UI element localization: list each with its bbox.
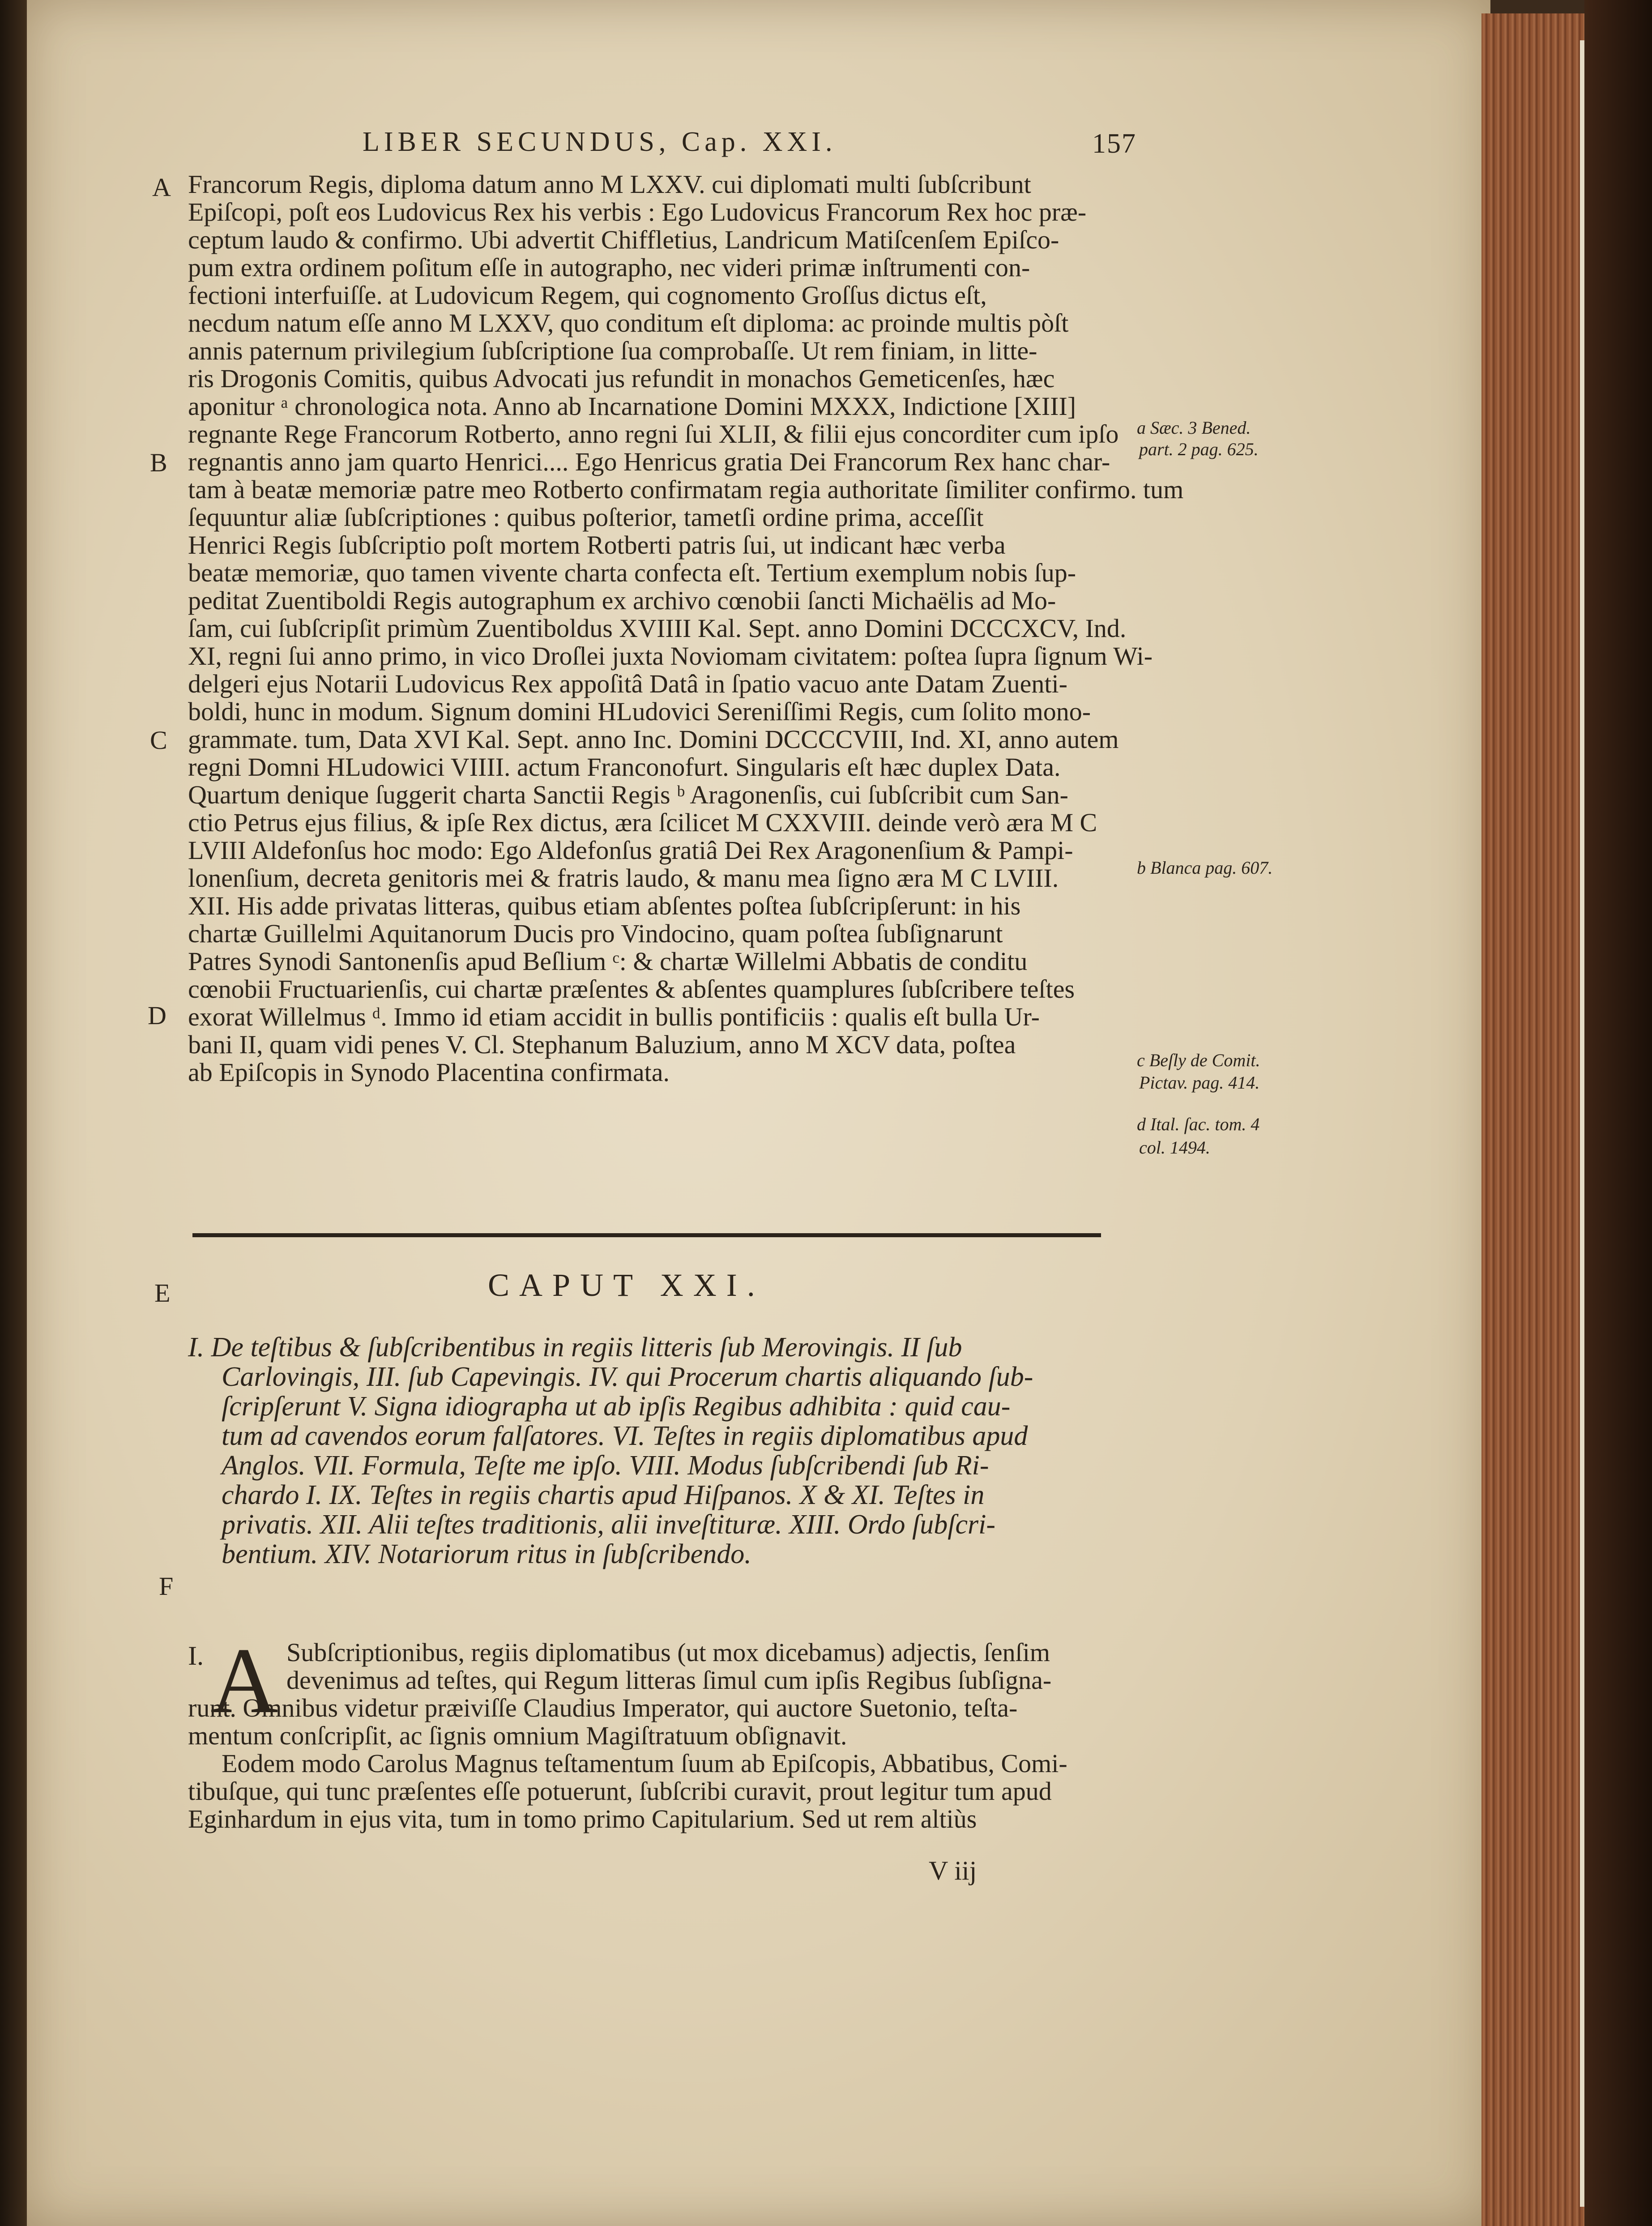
summary-line: Anglos. VII. Formula, Teſte me ipſo. VIII. Modus ſubſcribendi ſub Ri- (222, 1450, 989, 1481)
body-text-line: Epiſcopi, poſt eos Ludovicus Rex his verbis : Ego Ludovicus Francorum Rex hoc præ- (188, 197, 1087, 226)
book-cover-edge (1584, 0, 1652, 2226)
summary-line: Carlovingis, III. ſub Capevingis. IV. qui Procerum chartis aliquando ſub- (222, 1362, 1033, 1392)
body-text-line: ctio Petrus ejus filius, & ipſe Rex dictus, æra ſcilicet M CXXVIII. deinde verò æra M C (188, 808, 1097, 837)
section-text-line: runt. Omnibus videtur præiviſſe Claudius Imperator, qui auctore Suetonio, teſta- (188, 1693, 1018, 1722)
body-text-line: ceptum laudo & confirmo. Ubi advertit Chiffletius, Landricum Matiſcenſem Epiſco- (188, 225, 1059, 254)
body-text-line: regnante Rege Francorum Rotberto, anno regni ſui XLII, & filii ejus concorditer cum ipſo (188, 419, 1119, 449)
margin-letter-a: A (152, 173, 171, 202)
running-title: LIBER SECUNDUS, Cap. XXI. (363, 127, 837, 157)
body-text-line: Quartum denique ſuggerit charta Sanctii Regis ᵇ Aragonenſis, cui ſubſcribit cum San- (188, 780, 1068, 809)
body-text-line: delgeri ejus Notarii Ludovicus Rex appoſitâ Datâ in ſpatio vacuo ante Datam Zuenti- (188, 669, 1067, 698)
chapter-title: CAPUT XXI. (488, 1267, 765, 1303)
margin-letter-e: E (154, 1278, 171, 1307)
body-text-line: ſam, cui ſubſcripſit primùm Zuentiboldus XVIIII Kal. Sept. anno Domini DCCCXCV, Ind. (188, 614, 1127, 643)
body-text-line: chartæ Guillelmi Aquitanorum Ducis pro Vindocino, quam poſtea ſubſignarunt (188, 919, 1003, 948)
body-text-line: ab Epiſcopis in Synodo Placentina confirmata. (188, 1058, 670, 1087)
margin-note: Pictav. pag. 414. (1139, 1072, 1260, 1093)
body-text-line: ſequuntur aliæ ſubſcriptiones : quibus poſterior, tametſi ordine prima, acceſſit (188, 503, 984, 532)
section-text-line: Eginhardum in ejus vita, tum in tomo primo Capitularium. Sed ut rem altiùs (188, 1804, 977, 1833)
body-text-line: pum extra ordinem poſitum eſſe in autographo, nec videri primæ inſtrumenti con- (188, 253, 1030, 282)
body-text-line: necdum natum eſſe anno M LXXV, quo conditum eſt diploma: ac proinde multis pòſt (188, 308, 1069, 338)
margin-note: a Sæc. 3 Bened. (1137, 418, 1251, 438)
signature-mark: V iij (929, 1856, 977, 1885)
body-text-line: lonenſium, decreta genitoris mei & fratris laudo, & manu mea ſigno æra M C LVIII. (188, 863, 1059, 893)
margin-note: c Beſly de Comit. (1137, 1050, 1260, 1070)
section-text-line: mentum conſcripſit, ac ſignis omnium Magiſtratuum obſignavit. (188, 1721, 847, 1750)
margin-letter-f: F (159, 1572, 174, 1601)
margin-letter-d: D (148, 1001, 166, 1030)
section-text-line: Subſcriptionibus, regiis diplomatibus (ut mox dicebamus) adjectis, ſenſim (286, 1638, 1050, 1667)
summary-line: chardo I. IX. Teſtes in regiis chartis apud Hiſpanos. X & XI. Teſtes in (222, 1480, 985, 1510)
section-number: I. (188, 1641, 204, 1671)
margin-note: part. 2 pag. 625. (1139, 439, 1259, 459)
body-text-line: beatæ memoriæ, quo tamen vivente charta confecta eſt. Tertium exemplum nobis ſup- (188, 558, 1076, 587)
margin-note: d Ital. ſac. tom. 4 (1137, 1114, 1260, 1134)
summary-line: bentium. XIV. Notariorum ritus in ſubſcribendo. (222, 1539, 751, 1569)
summary-line: I. De teſtibus & ſubſcribentibus in regiis litteris ſub Merovingis. II ſub (188, 1332, 962, 1363)
body-text-line: Francorum Regis, diploma datum anno M LXXV. cui diplomati multi ſubſcribunt (188, 170, 1031, 199)
body-text-line: exorat Willelmus ᵈ. Immo id etiam accidit in bullis pontificiis : qualis eſt bulla Ur- (188, 1002, 1040, 1031)
body-text-line: regnantis anno jam quarto Henrici.... Ego Henricus gratia Dei Francorum Rex hanc char- (188, 447, 1110, 476)
body-text-line: ris Drogonis Comitis, quibus Advocati jus refundit in monachos Gemeticenſes, hæc (188, 364, 1055, 393)
margin-note: col. 1494. (1139, 1137, 1210, 1158)
body-text-line: aponitur ᵃ chronologica nota. Anno ab Incarnatione Domini MXXX, Indictione [XIII] (188, 392, 1076, 421)
summary-line: tum ad cavendos eorum falſatores. VI. Teſtes in regiis diplomatibus apud (222, 1421, 1028, 1451)
summary-line: ſcripſerunt V. Signa idiographa ut ab ipſis Regibus adhibita : quid cau- (222, 1391, 1011, 1422)
page-number: 157 (1092, 128, 1136, 159)
summary-line: privatis. XII. Alii teſtes traditionis, alii inveſtituræ. XIII. Ordo ſubſcri- (222, 1509, 995, 1540)
body-text-line: bani II, quam vidi penes V. Cl. Stephanum Baluzium, anno M XCV data, poſtea (188, 1030, 1016, 1059)
margin-note: b Blanca pag. 607. (1137, 858, 1273, 878)
body-text-line: annis paternum privilegium ſubſcriptione ſua comprobaſſe. Ut rem finiam, in litte- (188, 336, 1037, 365)
body-text-line: boldi, hunc in modum. Signum domini HLudovici Sereniſſimi Regis, cum ſolito mono- (188, 697, 1091, 726)
body-text-line: XI, regni ſui anno primo, in vico Droſlei juxta Noviomam civitatem: poſtea ſupra ſignum Wi- (188, 641, 1153, 671)
body-text-line: XII. His adde privatas litteras, quibus etiam abſentes poſtea ſubſcripſerunt: in his (188, 891, 1021, 920)
body-text-line: tam à beatæ memoriæ patre meo Rotberto confirmatam regia authoritate ſimiliter confirmo. tum (188, 475, 1184, 504)
body-text-line: fectioni interfuiſſe. at Ludovicum Regem, qui cognomento Groſſus dictus eſt, (188, 281, 987, 310)
body-text-line: Patres Synodi Santonenſis apud Beſlium ᶜ: & chartæ Willelmi Abbatis de conditu (188, 947, 1028, 976)
body-text-line: cœnobii Fructuarienſis, cui chartæ præſentes & abſentes quamplures ſubſcribere teſtes (188, 974, 1075, 1004)
drop-cap: A (210, 1629, 278, 1733)
body-text-line: LVIII Aldefonſus hoc modo: Ego Aldefonſus gratiâ Dei Rex Aragonenſium & Pampi- (188, 836, 1073, 865)
section-text-line: tibuſque, qui tunc præſentes eſſe potuerunt, ſubſcribi curavit, prout legitur tum apud (188, 1777, 1052, 1806)
body-text-line: Henrici Regis ſubſcriptio poſt mortem Rotberti patris ſui, ut indicant hæc verba (188, 530, 1006, 560)
margin-letter-c: C (150, 726, 167, 755)
section-rule (192, 1233, 1101, 1237)
body-text-line: grammate. tum, Data XVI Kal. Sept. anno Inc. Domini DCCCCVIII, Ind. XI, anno autem (188, 725, 1119, 754)
body-text-line: regni Domni HLudowici VIIII. actum Franconofurt. Singularis eſt hæc duplex Data. (188, 752, 1061, 782)
body-text-line: peditat Zuentiboldi Regis autographum ex archivo cœnobii ſancti Michaëlis ad Mo- (188, 586, 1056, 615)
section-text-line: devenimus ad teſtes, qui Regum litteras ſimul cum ipſis Regibus ſubſigna- (286, 1666, 1052, 1695)
margin-letter-b: B (150, 448, 167, 477)
section-text-line: Eodem modo Carolus Magnus teſtamentum ſuum ab Epiſcopis, Abbatibus, Comi- (222, 1749, 1067, 1778)
